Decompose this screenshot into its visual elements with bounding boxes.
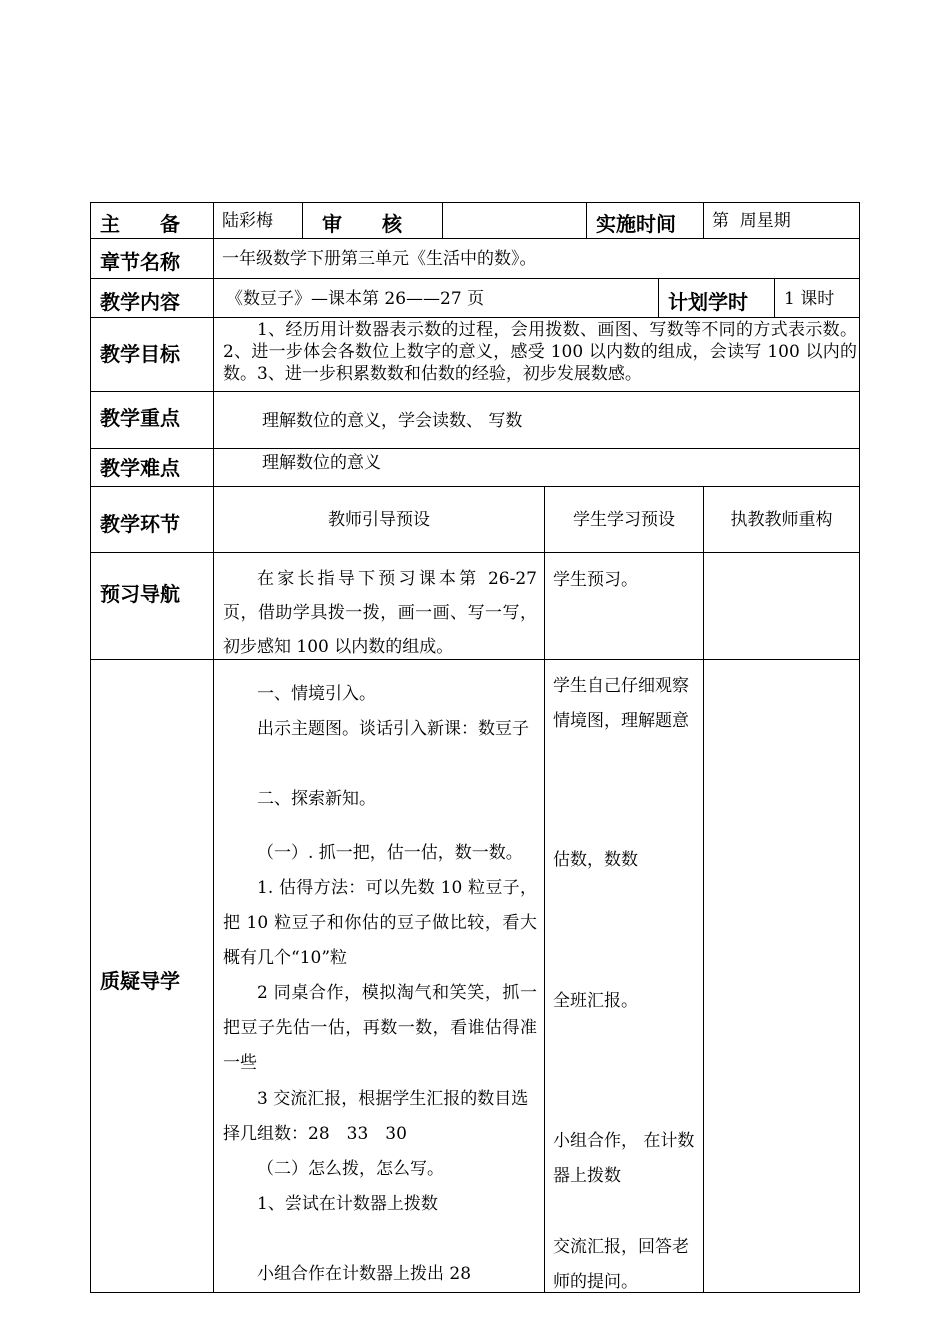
- inquiry-student-line: 学生自己仔细观察情境图，理解题意: [553, 676, 689, 731]
- inquiry-teacher-line: 1、尝试在计数器上拨数: [257, 1194, 438, 1214]
- inquiry-label: 质疑导学: [100, 969, 180, 993]
- time-label: 实施时间: [596, 212, 676, 236]
- table-border: [90, 391, 860, 392]
- chapter-label: 章节名称: [100, 250, 180, 274]
- columns-label: 教学环节: [100, 512, 180, 536]
- inquiry-teacher-line: （一）. 抓一把，估一估，数一数。: [257, 843, 523, 863]
- inquiry-teacher-line: 1. 估得方法：可以先数 10 粒豆子，把 10 粒豆子和你估的豆子做比较，看大概有几个“10”粒: [223, 878, 537, 968]
- key-points-label: 教学重点: [100, 406, 180, 430]
- inquiry-teacher-line: （二）怎么拨，怎么写。: [257, 1159, 444, 1179]
- inquiry-teacher-line: 2 同桌合作，模拟淘气和笑笑，抓一把豆子先估一估，再数一数，看谁估得准一些: [223, 983, 537, 1073]
- shenhe-label: 审 核: [322, 212, 402, 236]
- preview-student-text: 学生预习。: [553, 570, 638, 590]
- table-border: [90, 278, 860, 279]
- plan-value: 1 课时: [784, 289, 835, 309]
- key-points-value: 理解数位的意义，学会读数、 写数: [262, 411, 523, 431]
- table-border: [90, 238, 860, 239]
- difficulties-label: 教学难点: [100, 456, 180, 480]
- chapter-value: 一年级数学下册第三单元《生活中的数》。: [222, 249, 537, 269]
- table-border: [302, 202, 303, 238]
- difficulties-value: 理解数位的意义: [262, 453, 381, 473]
- inquiry-teacher-line: 出示主题图。谈话引入新课：数豆子: [257, 719, 529, 739]
- column-reconstruct-header: 执教教师重构: [730, 510, 833, 530]
- table-border: [90, 202, 91, 1293]
- inquiry-teacher-line: 小组合作在计数器上拨出 28: [257, 1264, 472, 1284]
- inquiry-teacher-line: 二、探索新知。: [257, 789, 376, 809]
- inquiry-student-line: 全班汇报。: [553, 991, 638, 1011]
- table-border: [90, 448, 860, 449]
- table-border: [859, 202, 860, 1293]
- table-border: [213, 202, 214, 1293]
- inquiry-teacher-line: 一、情境引入。: [257, 684, 376, 704]
- table-border: [774, 278, 775, 317]
- table-border: [544, 486, 545, 1293]
- table-border: [90, 552, 860, 553]
- goals-label: 教学目标: [100, 342, 180, 366]
- table-border: [90, 202, 860, 203]
- preview-label: 预习导航: [100, 582, 180, 606]
- table-border: [586, 202, 587, 238]
- zhubei-label: 主 备: [100, 212, 180, 236]
- zhubei-value: 陆彩梅: [222, 211, 273, 231]
- content-value: 《数豆子》—课本第 26——27 页: [226, 289, 485, 309]
- table-border: [703, 202, 704, 238]
- column-teacher-header: 教师引导预设: [328, 510, 430, 530]
- table-border: [442, 202, 443, 238]
- table-border: [703, 486, 704, 1293]
- table-border: [90, 317, 860, 318]
- inquiry-student-line: 小组合作， 在计数器上拨数: [553, 1131, 695, 1186]
- content-label: 教学内容: [100, 290, 180, 314]
- column-student-header: 学生学习预设: [573, 510, 675, 530]
- time-value: 第 周星期: [712, 211, 791, 231]
- plan-label: 计划学时: [668, 290, 748, 314]
- goals-value: 1、经历用计数器表示数的过程，会用拨数、画图、写数等不同的方式表示数。2、进一步体会各数位上数字的意义，感受 100 以内数的组成，会读写 100 以内的数。3、进一步积累数数和估数的经验，初步发展数感。: [223, 320, 857, 384]
- preview-teacher-text: 在家长指导下预习课本第 26-27 页，借助学具拨一拨，画一画、写一写，初步感知 100 以内数的组成。: [223, 569, 537, 657]
- inquiry-teacher-line: 3 交流汇报，根据学生汇报的数目选择几组数：28 33 30: [223, 1089, 529, 1144]
- table-border: [90, 1292, 860, 1293]
- table-border: [90, 486, 860, 487]
- table-border: [658, 278, 659, 317]
- inquiry-student-line: 交流汇报，回答老师的提问。: [553, 1237, 689, 1292]
- inquiry-student-line: 估数，数数: [553, 850, 638, 870]
